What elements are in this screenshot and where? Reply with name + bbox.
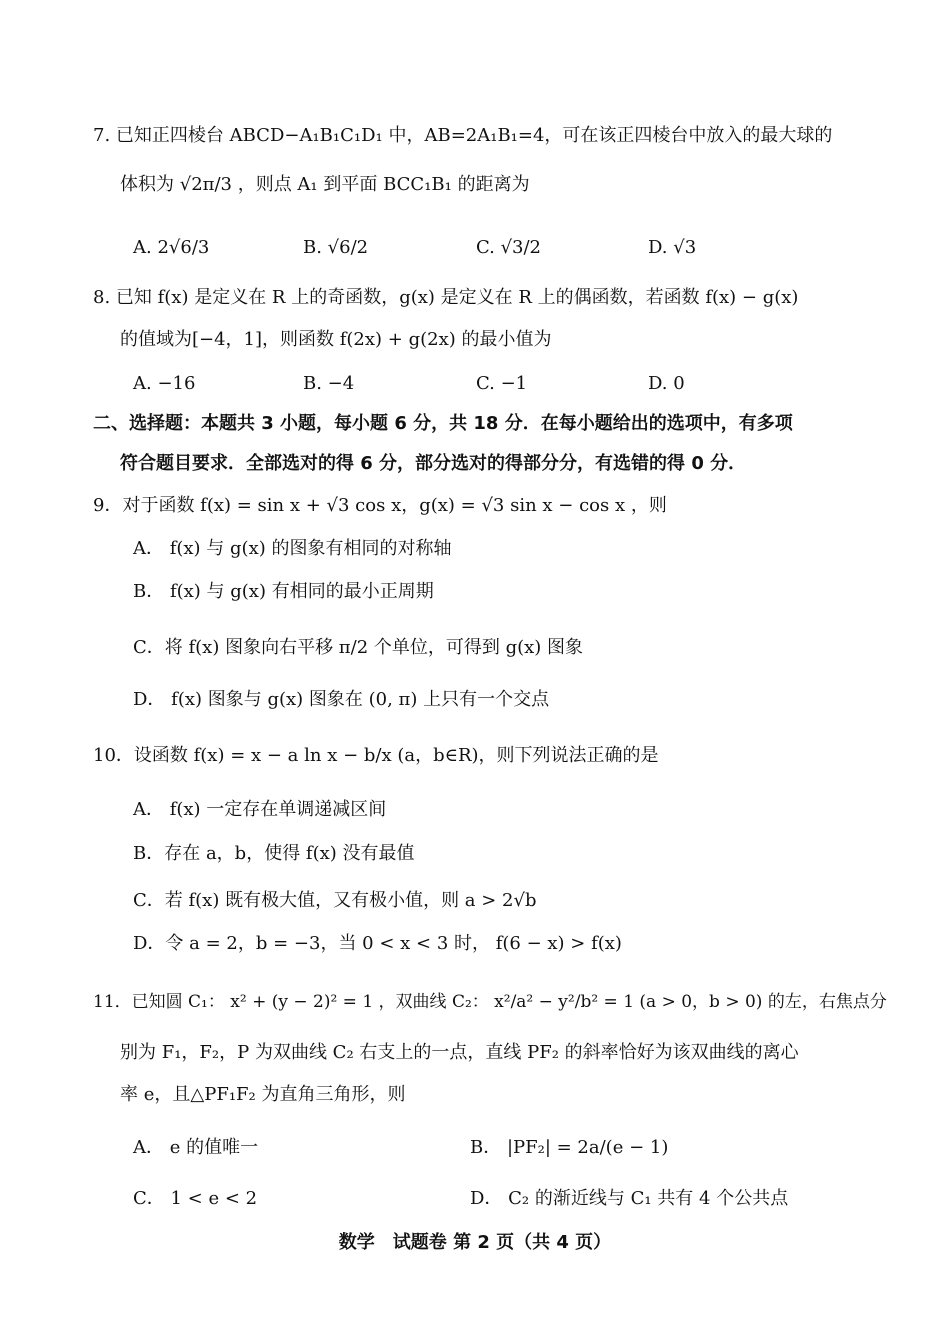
q10-option-c: C．若 f(x) 既有极大值，又有极小值，则 a > 2√b	[133, 890, 537, 911]
q8-line1: 8. 已知 f(x) 是定义在 R 上的奇函数，g(x) 是定义在 R 上的偶函数，若函数 f(x) − g(x)	[93, 287, 799, 308]
q10-option-d: D．令 a = 2，b = −3，当 0 < x < 3 时， f(6 − x) > f(x)	[133, 933, 622, 954]
q7-option-b: B. √6/2	[303, 237, 369, 258]
q9-option-b: B． f(x) 与 g(x) 有相同的最小正周期	[133, 581, 434, 602]
q7-line1: 7. 已知正四棱台 ABCD−A₁B₁C₁D₁ 中，AB=2A₁B₁=4，可在该正四棱台中放入的最大球的	[93, 125, 833, 146]
q11-line3: 率 e，且△PF₁F₂ 为直角三角形，则	[120, 1084, 406, 1105]
section2-heading: 二、选择题：本题共 3 小题，每小题 6 分，共 18 分．在每小题给出的选项中，有多项	[93, 413, 793, 434]
q9-option-a: A． f(x) 与 g(x) 的图象有相同的对称轴	[133, 538, 452, 559]
page-footer: 数学 试题卷 第 2 页（共 4 页）	[338, 1232, 612, 1253]
q7-option-d: D. √3	[648, 237, 697, 258]
q9-option-c: C．将 f(x) 图象向右平移 π/2 个单位，可得到 g(x) 图象	[133, 637, 584, 658]
q7-option-a: A. 2√6/3	[133, 237, 210, 258]
q10-option-a: A． f(x) 一定存在单调递减区间	[133, 799, 387, 820]
q11-line1: 11．已知圆 C₁： x² + (y − 2)² = 1 ，双曲线 C₂： x²/a² − y²/b² = 1 (a > 0，b > 0) 的左，右焦点分	[93, 992, 887, 1012]
q11-option-d: D． C₂ 的渐近线与 C₁ 共有 4 个公共点	[470, 1188, 789, 1209]
q8-option-b: B. −4	[303, 373, 355, 394]
q8-option-d: D. 0	[648, 373, 685, 394]
q11-option-b: B． |PF₂| = 2a/(e − 1)	[470, 1137, 669, 1158]
q8-line2: 的值域为[−4，1]，则函数 f(2x) + g(2x) 的最小值为	[120, 329, 552, 350]
q7-line2: 体积为 √2π/3 ，则点 A₁ 到平面 BCC₁B₁ 的距离为	[120, 174, 530, 195]
q8-option-c: C. −1	[476, 373, 528, 394]
q10-stem: 10．设函数 f(x) = x − a ln x − b/x (a，b∈R)，则下列说法正确的是	[93, 745, 659, 766]
q11-option-c: C． 1 < e < 2	[133, 1188, 258, 1209]
q10-option-b: B．存在 a，b，使得 f(x) 没有最值	[133, 843, 415, 864]
q11-option-a: A． e 的值唯一	[133, 1137, 259, 1158]
q9-stem: 9．对于函数 f(x) = sin x + √3 cos x，g(x) = √3 sin x − cos x ，则	[93, 495, 667, 516]
section2-heading-cont: 符合题目要求．全部选对的得 6 分，部分选对的得部分分，有选错的得 0 分．	[120, 453, 747, 474]
q8-option-a: A. −16	[133, 373, 196, 394]
q9-option-d: D． f(x) 图象与 g(x) 图象在 (0, π) 上只有一个交点	[133, 689, 550, 710]
q7-option-c: C. √3/2	[476, 237, 542, 258]
q11-line2: 别为 F₁，F₂，P 为双曲线 C₂ 右支上的一点，直线 PF₂ 的斜率恰好为该双曲线的离心	[120, 1042, 799, 1063]
